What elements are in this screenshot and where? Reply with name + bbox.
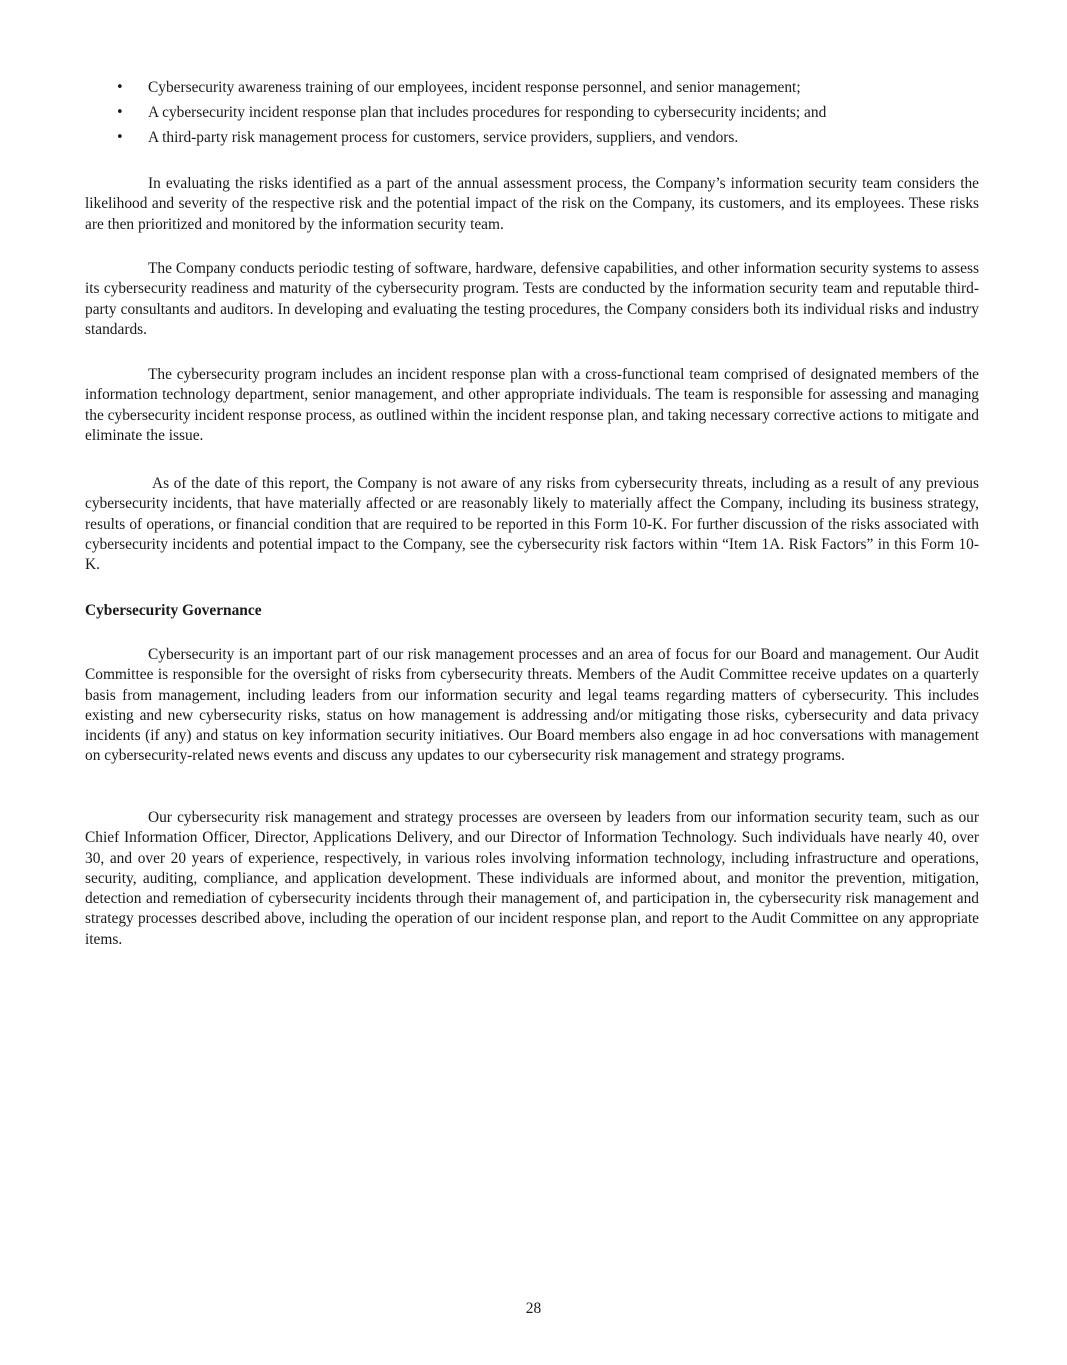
bullet-text: Cybersecurity awareness training of our employees, incident response personnel, and senior management; [148,79,801,96]
page-number: 28 [525,1300,542,1317]
risk-evaluation-paragraph: In evaluating the risks identified as a part of the annual assessment process, the Company’s information security team considers the likelihood and severity of the respective risk and the potential impact of the risk on the Company, its customers, and its employees. These risks are then prioritized and monitored by the information security team. [85,175,979,233]
bullet-list [85,78,979,153]
list-item [85,78,979,103]
list-item [85,128,979,153]
oversight-paragraph: Our cybersecurity risk management and strategy processes are overseen by leaders from our information security team, such as our Chief Information Officer, Director, Applications Delivery, and our Director of Information Technology. Such individuals have nearly 40, over 30, and over 20 years of experience, respectively, in various roles involving information technology, including infrastructure and operations, security, auditing, compliance, and application development. These individuals are informed about, and monitor the prevention, mitigation, detection and remediation of cybersecurity incidents through their management of, and participation in, the cybersecurity risk management and strategy processes described above, including the operation of our incident response plan, and report to the Audit Committee on any appropriate items. [85,809,979,948]
list-item [85,103,979,128]
bullet-text: A third-party risk management process for customers, service providers, suppliers, and vendors. [148,129,739,146]
bullet-icon: • [116,105,124,120]
bullet-text: A cybersecurity incident response plan that includes procedures for responding to cybersecurity incidents; and [148,104,827,121]
periodic-testing-paragraph: The Company conducts periodic testing of software, hardware, defensive capabilities, and other information security systems to assess its cybersecurity readiness and maturity of the cybersecurity program. Tests are conducted by the information security team and reputable third-party consultants and auditors. In developing and evaluating the testing procedures, the Company considers both its individual risks and industry standards. [85,260,979,338]
risk-awareness-paragraph: As of the date of this report, the Company is not aware of any risks from cybersecurity threats, including as a result of any previous cybersecurity incidents, that have materially affected or are reasonably likely to materially affect the Company, including its business strategy, results of operations, or financial condition that are required to be reported in this Form 10-K. For further discussion of the risks associated with cybersecurity incidents and potential impact to the Company, see the cybersecurity risk factors within “Item 1A. Risk Factors” in this Form 10-K. [85,475,979,574]
governance-paragraph: Cybersecurity is an important part of our risk management processes and an area of focus for our Board and management. Our Audit Committee is responsible for the oversight of risks from cybersecurity threats. Members of the Audit Committee receive updates on a quarterly basis from management, including leaders from our information security and legal teams regarding matters of cybersecurity. This includes existing and new cybersecurity risks, status on how management is addressing and/or mitigating those risks, cybersecurity and data privacy incidents (if any) and status on key information security initiatives. Our Board members also engage in ad hoc conversations with management on cybersecurity-related news events and discuss any updates to our cybersecurity risk management and strategy programs. [85,646,979,765]
section-heading: Cybersecurity Governance [85,602,262,619]
bullet-icon: • [116,80,124,95]
bullet-icon: • [116,130,124,145]
incident-response-paragraph: The cybersecurity program includes an incident response plan with a cross-functional team comprised of designated members of the information technology department, senior management, and other appropriate individuals. The team is responsible for assessing and managing the cybersecurity incident response process, as outlined within the incident response plan, and taking necessary corrective actions to mitigate and eliminate the issue. [85,366,979,444]
